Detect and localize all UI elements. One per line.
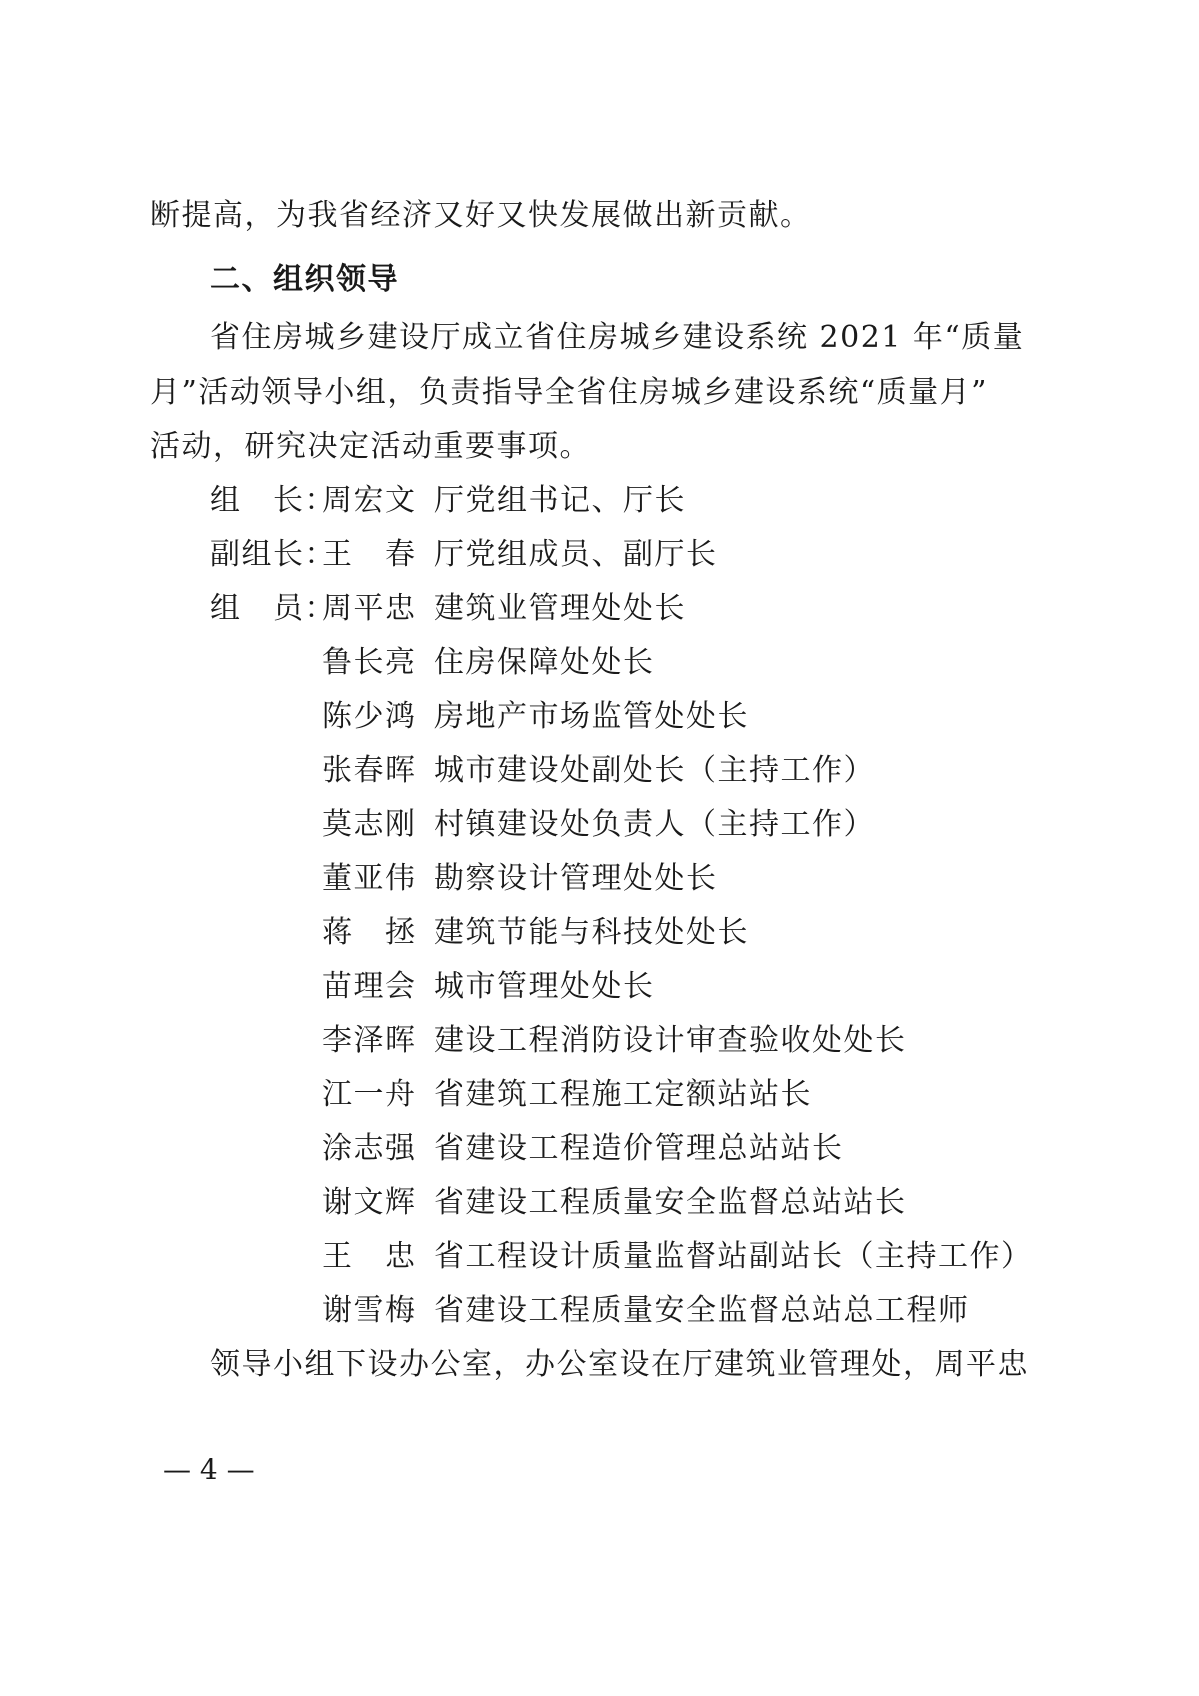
- member-row: [210, 589, 686, 629]
- member-name: 谢文辉: [322, 1185, 417, 1220]
- member-row: [322, 913, 749, 953]
- paragraph-line: 省住房城乡建设厅成立省住房城乡建设系统 2021 年“质量: [210, 320, 1025, 355]
- member-row: [322, 1129, 844, 1169]
- member-title: 省建设工程质量安全监督总站总工程师: [434, 1293, 970, 1328]
- member-row: [322, 967, 655, 1007]
- member-row: [322, 1075, 812, 1115]
- member-row: [322, 643, 655, 683]
- member-title: 厅党组成员、副厅长: [434, 537, 718, 572]
- paragraph-line: 活动，研究决定活动重要事项。: [150, 429, 591, 464]
- member-title: 勘察设计管理处处长: [434, 861, 718, 896]
- member-row: [322, 859, 718, 899]
- member-row: [322, 805, 875, 845]
- member-title: 省建设工程造价管理总站站长: [434, 1131, 844, 1166]
- member-name: 谢雪梅: [322, 1293, 417, 1328]
- member-row: [322, 1183, 907, 1223]
- member-title: 省工程设计质量监督站副站长（主持工作）: [434, 1239, 1033, 1274]
- member-title: 房地产市场监管处处长: [434, 699, 749, 734]
- member-title: 建筑业管理处处长: [434, 591, 686, 626]
- member-title: 建设工程消防设计审查验收处处长: [434, 1023, 907, 1058]
- member-title: 厅党组书记、厅长: [434, 483, 686, 518]
- page-number: — 4 —: [163, 1453, 255, 1486]
- member-name: 张春晖: [322, 753, 417, 788]
- member-title: 建筑节能与科技处处长: [434, 915, 749, 950]
- member-title: 住房保障处处长: [434, 645, 655, 680]
- role-label: 组 员：: [210, 591, 336, 626]
- member-name: 莫志刚: [322, 807, 417, 842]
- paragraph-line: 月”活动领导小组，负责指导全省住房城乡建设系统“质量月”: [150, 375, 989, 410]
- member-name: 周宏文: [322, 483, 417, 518]
- member-row: [322, 1021, 907, 1061]
- member-name: 周平忠: [322, 591, 417, 626]
- member-name: 蒋 拯: [322, 915, 417, 950]
- member-row: [322, 1291, 970, 1331]
- member-name: 苗理会: [322, 969, 417, 1004]
- member-title: 村镇建设处负责人（主持工作）: [434, 807, 875, 842]
- leader-row: [210, 481, 686, 521]
- member-name: 王 忠: [322, 1239, 417, 1274]
- paragraph-line: 领导小组下设办公室，办公室设在厅建筑业管理处，周平忠: [210, 1347, 1029, 1382]
- member-title: 省建设工程质量安全监督总站站长: [434, 1185, 907, 1220]
- member-title: 省建筑工程施工定额站站长: [434, 1077, 812, 1112]
- member-row: [322, 1237, 1033, 1277]
- member-name: 陈少鸿: [322, 699, 417, 734]
- role-label: 组 长：: [210, 483, 336, 518]
- section-heading: 二、组织领导: [210, 262, 399, 297]
- member-name: 王 春: [322, 537, 417, 572]
- member-name: 涂志强: [322, 1131, 417, 1166]
- member-name: 李泽晖: [322, 1023, 417, 1058]
- member-title: 城市建设处副处长（主持工作）: [434, 753, 875, 788]
- role-label: 副组长：: [210, 537, 336, 572]
- member-title: 城市管理处处长: [434, 969, 655, 1004]
- member-row: [322, 751, 875, 791]
- deputy-row: [210, 535, 718, 575]
- member-name: 董亚伟: [322, 861, 417, 896]
- member-row: [322, 697, 749, 737]
- continued-paragraph: 断提高，为我省经济又好又快发展做出新贡献。: [150, 198, 812, 233]
- member-name: 鲁长亮: [322, 645, 417, 680]
- member-name: 江一舟: [322, 1077, 417, 1112]
